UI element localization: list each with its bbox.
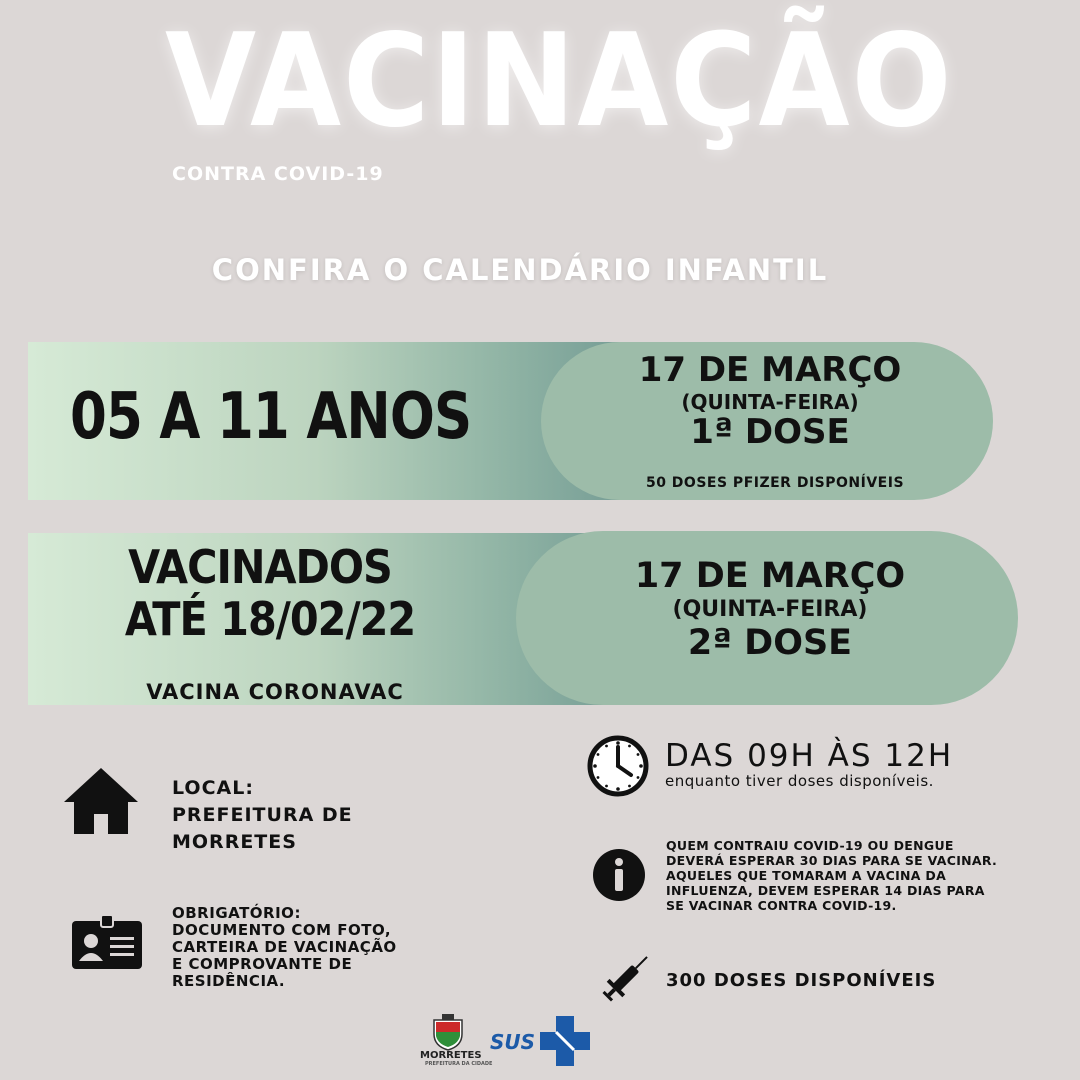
requirements-text	[172, 905, 397, 990]
info-line2: DEVERÁ ESPERAR 30 DIAS PARA SE VACINAR.	[666, 853, 998, 868]
info-icon	[592, 848, 646, 902]
info-line5: SE VACINAR CONTRA COVID-19.	[666, 898, 897, 913]
info-line1: QUEM CONTRAIU COVID-19 OU DENGUE	[666, 838, 954, 853]
card2-vaccine: VACINA CORONAVAC	[146, 680, 404, 704]
card1-weekday: (QUINTA-FEIRA)	[681, 390, 859, 414]
requirements-line2: DOCUMENTO COM FOTO,	[172, 921, 392, 939]
card1-dose: 1ª DOSE	[690, 412, 850, 452]
requirements-line4: E COMPROVANTE DE	[172, 955, 353, 973]
card1-date: 17 DE MARÇO	[638, 350, 902, 390]
house-icon	[62, 766, 140, 836]
location-text	[172, 775, 353, 856]
page-title: VACINAÇÃO	[165, 7, 954, 156]
requirements-line3: CARTEIRA DE VACINAÇÃO	[172, 938, 397, 956]
schedule-hours: DAS 09H ÀS 12H	[665, 738, 954, 774]
doses-available: 300 DOSES DISPONÍVEIS	[666, 970, 937, 991]
card2-date: 17 DE MARÇO	[634, 556, 906, 596]
sus-cross-icon	[540, 1016, 590, 1066]
location-label: LOCAL:	[172, 777, 254, 799]
card2-dose: 2ª DOSE	[687, 623, 853, 663]
city-logo-subtext: PREFEITURA DA CIDADE	[425, 1061, 493, 1067]
city-logo-text: MORRETES	[420, 1050, 482, 1061]
location-line1: PREFEITURA DE	[172, 804, 353, 826]
id-card-icon	[72, 915, 142, 969]
info-line4: INFLUENZA, DEVEM ESPERAR 14 DIAS PARA	[666, 883, 985, 898]
info-line3: AQUELES QUE TOMARAM A VACINA DA	[666, 868, 947, 883]
card2-line2: ATÉ 18/02/22	[124, 592, 416, 646]
city-crest-icon	[428, 1012, 468, 1052]
card2-line1: VACINADOS	[128, 540, 392, 594]
info-text	[666, 838, 997, 913]
requirements-line1: OBRIGATÓRIO:	[172, 904, 301, 922]
section-heading: CONFIRA O CALENDÁRIO INFANTIL	[211, 253, 829, 287]
requirements-line5: RESIDÊNCIA.	[172, 972, 286, 990]
card1-availability: 50 DOSES PFIZER DISPONÍVEIS	[645, 475, 905, 491]
syringe-icon	[598, 955, 648, 1007]
page-subtitle: CONTRA COVID-19	[172, 163, 384, 185]
card2-weekday: (QUINTA-FEIRA)	[672, 597, 868, 622]
schedule-note: enquanto tiver doses disponíveis.	[665, 772, 934, 790]
clock-icon	[587, 735, 649, 797]
location-line2: MORRETES	[172, 831, 297, 853]
card1-age-group: 05 A 11 ANOS	[70, 380, 472, 454]
sus-logo-text: SUS	[490, 1030, 536, 1054]
